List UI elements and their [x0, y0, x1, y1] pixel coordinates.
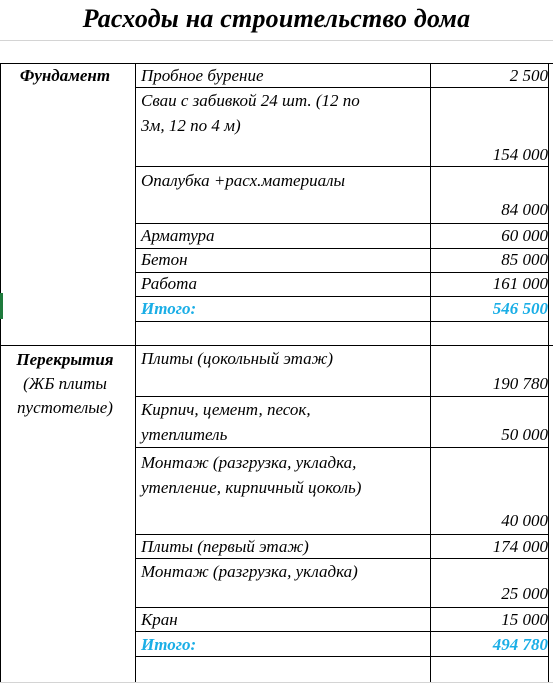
item-amount: 40 000 — [501, 511, 548, 530]
row-border — [135, 447, 548, 448]
row-border — [135, 166, 548, 167]
item-amount: 154 000 — [492, 145, 548, 164]
item-description: Арматура — [141, 226, 215, 245]
section-name: Перекрытия — [16, 350, 114, 369]
row-border — [135, 321, 548, 322]
item-description: Кран — [141, 610, 178, 629]
item-description: Монтаж (разгрузка, укладка) — [141, 562, 358, 581]
total-amount: 546 500 — [492, 299, 548, 318]
column-border — [548, 63, 549, 682]
section-label-floors — [2, 348, 128, 420]
section-name: Фундамент — [19, 66, 111, 85]
row-border — [135, 607, 548, 608]
item-description: Бетон — [141, 250, 188, 269]
row-border — [135, 248, 548, 249]
total-label: Итого: — [141, 635, 197, 654]
item-description: Опалубка +расх.материалы — [141, 171, 346, 190]
item-description: утеплитель — [141, 425, 228, 444]
item-amount: 25 000 — [501, 584, 548, 603]
row-border — [135, 396, 548, 397]
column-border — [430, 63, 431, 682]
column-border — [0, 63, 1, 682]
item-amount: 174 000 — [492, 537, 548, 556]
row-border — [135, 296, 548, 297]
item-description: Работа — [141, 274, 198, 293]
item-description: Монтаж (разгрузка, укладка, — [141, 453, 357, 472]
section-label-foundation — [2, 64, 128, 88]
row-border — [135, 631, 548, 632]
item-amount: 2 500 — [509, 66, 548, 85]
item-description: утепление, кирпичный цоколь) — [141, 478, 362, 497]
item-amount: 84 000 — [501, 200, 548, 219]
item-amount: 85 000 — [501, 250, 548, 269]
row-selection-marker — [0, 293, 3, 319]
item-amount: 190 780 — [492, 374, 548, 393]
total-label: Итого: — [141, 299, 197, 318]
item-description: Плиты (первый этаж) — [141, 537, 309, 556]
item-amount: 60 000 — [501, 226, 548, 245]
gridline — [0, 40, 553, 41]
column-border — [135, 63, 136, 682]
sheet-title: Расходы на строительство дома — [82, 4, 471, 33]
section-subname: (ЖБ плиты — [23, 374, 107, 393]
section-border — [0, 345, 553, 346]
section-subname: пустотелые) — [17, 398, 113, 417]
item-description: Пробное бурение — [141, 66, 264, 85]
item-amount: 161 000 — [492, 274, 548, 293]
item-description: Плиты (цокольный этаж) — [141, 349, 334, 368]
item-description: Кирпич, цемент, песок, — [141, 400, 311, 419]
item-amount: 50 000 — [501, 425, 548, 444]
item-description: Сваи с забивкой 24 шт. (12 по — [141, 91, 360, 110]
item-description: 3м, 12 по 4 м) — [141, 116, 241, 135]
row-border — [135, 656, 548, 657]
total-amount: 494 780 — [492, 635, 548, 654]
item-amount: 15 000 — [501, 610, 548, 629]
